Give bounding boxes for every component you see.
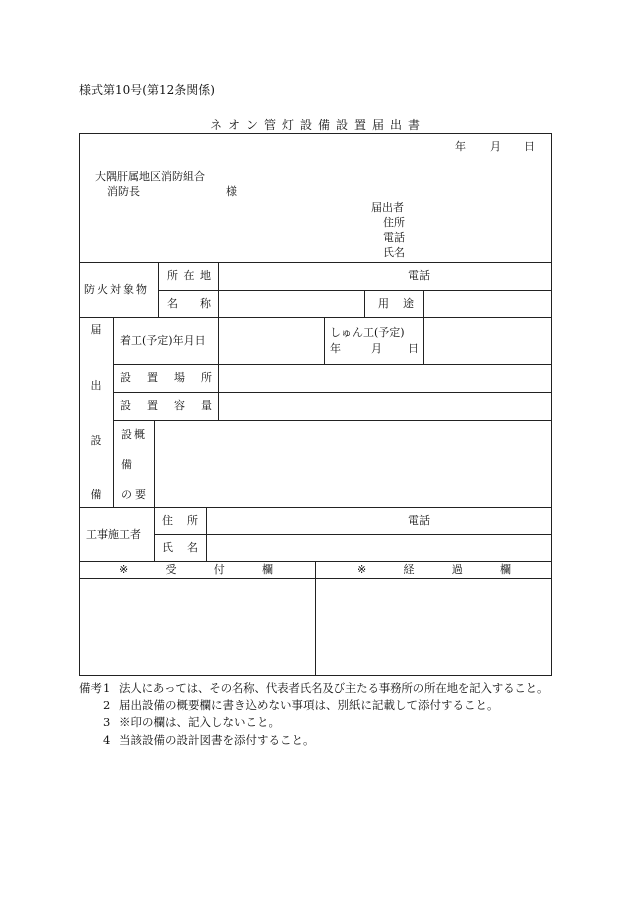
addressee-org: 大隅肝属地区消防組合 — [95, 170, 205, 183]
target-phone-label: 電話 — [408, 269, 430, 282]
form-number: 様式第10号(第12条関係) — [79, 83, 215, 97]
completion-month: 月 — [371, 342, 382, 355]
target-location-label: 所 在 地 — [167, 269, 211, 282]
notifier-label: 届出者 — [371, 201, 404, 214]
equipment-side-label-3: 設 — [90, 434, 102, 447]
rule-target-field-left — [218, 262, 219, 318]
rule-place-bottom — [113, 392, 552, 393]
target-label: 防火対象物 — [84, 283, 149, 296]
date-month: 月 — [490, 140, 501, 153]
equipment-side-label-4: 備 — [90, 488, 102, 501]
rule-contractor-mid — [154, 534, 552, 535]
rule-capacity-bottom — [113, 420, 552, 421]
contractor-phone-label: 電話 — [408, 514, 430, 527]
rule-equip-label-right — [218, 317, 219, 421]
rule-equipment-bottom — [79, 507, 552, 508]
notifier-name-label: 氏名 — [383, 246, 405, 259]
date-day: 日 — [524, 140, 535, 153]
contractor-address-label: 住 所 — [162, 514, 198, 527]
note-3-text: ※印の欄は、記入しないこと。 — [119, 715, 280, 729]
rule-completion-left — [324, 317, 325, 365]
notifier-phone-label: 電話 — [383, 231, 405, 244]
note-1-num: 1 — [103, 681, 111, 695]
date-year: 年 — [455, 140, 466, 153]
place-label: 設 置 場 所 — [120, 371, 212, 384]
rule-start-bottom — [113, 364, 552, 365]
completion-day: 日 — [408, 342, 419, 355]
note-4-text: 当該設備の設計図書を添付すること。 — [119, 733, 315, 747]
note-4-num: 4 — [103, 733, 111, 747]
rule-target-label-right — [158, 262, 159, 318]
note-1-text: 法人にあっては、その名称、代表者氏名及び主たる事務所の所在地を記入すること。 — [119, 681, 549, 695]
table-border-right — [551, 133, 552, 676]
equipment-side-label-2: 出 — [90, 379, 102, 392]
rule-use-right — [423, 290, 424, 318]
rule-target-bottom — [79, 317, 552, 318]
completion-year: 年 — [330, 342, 341, 355]
reception-header: ※ 受 付 欄 — [119, 563, 273, 576]
table-border-left — [79, 133, 80, 676]
rule-completion-right — [423, 317, 424, 365]
rule-equip-side — [113, 317, 114, 508]
rule-contractor-label-right — [154, 507, 155, 562]
note-2-text: 届出設備の概要欄に書き込めない事項は、別紙に記載して添付すること。 — [119, 698, 499, 712]
table-border-top — [79, 133, 552, 134]
outline-label-2: 備 — [121, 458, 132, 471]
notifier-address-label: 住所 — [383, 216, 405, 229]
target-use-label: 用 途 — [378, 297, 414, 310]
rule-use-left — [364, 290, 365, 318]
rule-header-bottom — [79, 262, 552, 263]
contractor-label: 工事施工者 — [86, 528, 141, 541]
outline-label-3: の要 — [121, 488, 149, 501]
rule-outline-label-right — [154, 420, 155, 508]
contractor-name-label: 氏 名 — [162, 541, 198, 554]
completion-label: しゅん工(予定) — [330, 326, 405, 339]
note-2-num: 2 — [103, 698, 111, 712]
form-title: ネオン管灯設備設置届出書 — [210, 118, 427, 132]
addressee-title: 消防長 — [107, 185, 140, 198]
capacity-label: 設 置 容 量 — [120, 399, 212, 412]
equipment-side-label-1: 届 — [90, 323, 102, 336]
note-3-num: 3 — [103, 715, 111, 729]
addressee-honorific: 様 — [226, 185, 237, 198]
rule-contractor-field-left — [206, 507, 207, 562]
start-date-label: 着工(予定)年月日 — [120, 334, 206, 347]
progress-header: ※ 経 過 欄 — [357, 563, 511, 576]
rule-bottom-divider — [315, 561, 316, 676]
target-name-label: 名 称 — [167, 297, 211, 310]
outline-label-1: 設概 — [121, 428, 147, 441]
notes-prefix: 備考 — [79, 681, 102, 695]
